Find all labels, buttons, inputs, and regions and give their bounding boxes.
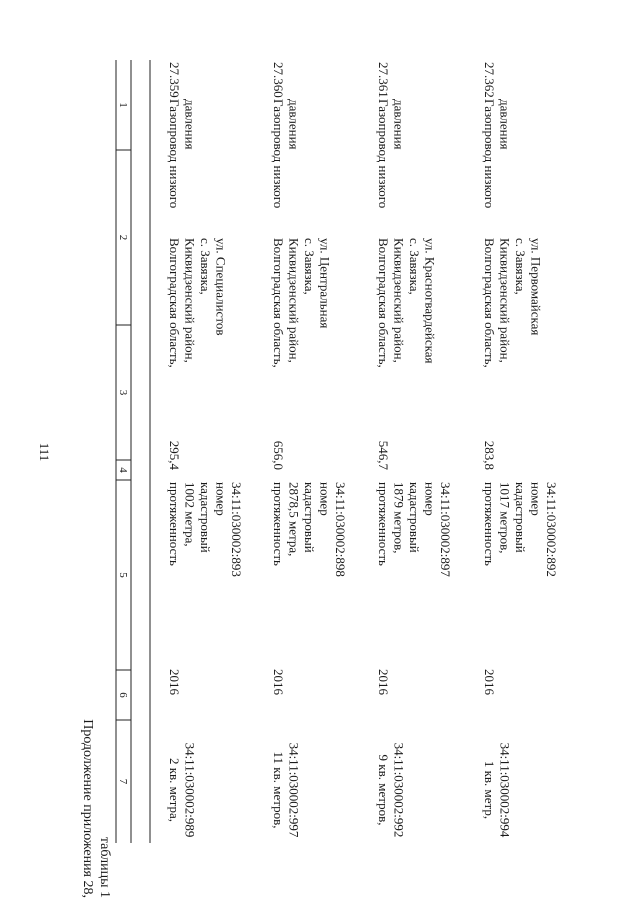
row-address-line: ул. Первомайская <box>528 238 544 336</box>
row-address-line: Киквидзенский район, <box>182 238 198 363</box>
row-description-line: 2878,5 метра, <box>286 482 302 557</box>
row-address-line: ул. Центральная <box>317 238 333 329</box>
row-value: 283,8 <box>482 440 497 470</box>
row-name-line: Газопровод низкого <box>482 99 497 209</box>
row-description-line: номер <box>422 482 438 516</box>
row-description-line: 34:11:030002:893 <box>229 482 244 577</box>
row-name-line: давления <box>286 99 302 150</box>
row-address-line: Волгоградская область, <box>167 238 182 368</box>
row-description-line: номер <box>213 482 229 516</box>
header-col-year: 6 <box>117 692 129 698</box>
header-col-area: 7 <box>117 778 129 785</box>
row-address-line: ул. Специалистов <box>213 238 229 336</box>
row-address-line: ул. Красногвардейская <box>422 238 438 364</box>
row-description-line: 1002 метра, <box>182 482 198 547</box>
row-name-line: Газопровод низкого <box>376 99 391 209</box>
continuation-line-2: таблицы 1 <box>97 836 112 898</box>
row-description-line: 34:11:030002:898 <box>333 482 348 577</box>
continuation-line-1: Продолжение приложения 28, <box>80 719 95 898</box>
row-description-line: 1017 метров, <box>497 482 513 554</box>
row-description-line: кадастровый <box>513 482 528 553</box>
row-value: 546,7 <box>376 440 391 470</box>
row-description-line: кадастровый <box>407 482 422 553</box>
row-address-line: Волгоградская область, <box>376 238 391 368</box>
row-name-line: давления <box>497 99 513 150</box>
row-description-line: протяженность <box>482 482 497 566</box>
row-value: 295,4 <box>167 440 182 470</box>
row-description-line: 34:11:030002:897 <box>438 482 453 577</box>
header-col-value: 4 <box>117 467 129 473</box>
row-description-line: номер <box>528 482 544 516</box>
row-description-line: 34:11:030002:892 <box>544 482 559 577</box>
row-address-line: Киквидзенский район, <box>286 238 302 363</box>
row-name-line: Газопровод низкого <box>167 99 182 209</box>
row-number: 27.360 <box>271 62 286 98</box>
row-description-line: протяженность <box>167 482 182 566</box>
row-area-line: 34:11:030002:994 <box>497 742 513 838</box>
row-area-line: 34:11:030002:989 <box>182 742 198 838</box>
header-col-description: 5 <box>117 572 129 578</box>
row-area-line: 34:11:030002:997 <box>286 742 302 838</box>
row-area-line: 34:11:030002:992 <box>391 742 407 838</box>
row-description-line: протяженность <box>376 482 391 566</box>
header-col-name: 2 <box>117 234 129 241</box>
row-year: 2016 <box>167 669 182 695</box>
table-row <box>376 62 453 837</box>
row-address-line: с. Завязка, <box>513 238 528 295</box>
row-description-line: кадастровый <box>198 482 213 553</box>
row-description-line: протяженность <box>271 482 286 566</box>
row-year: 2016 <box>376 669 391 695</box>
row-description-line: номер <box>317 482 333 516</box>
row-area-line: 2 кв. метра, <box>167 757 182 823</box>
row-description-line: 1879 метров, <box>391 482 407 554</box>
page-content <box>37 60 559 898</box>
row-number: 27.359 <box>167 62 182 98</box>
row-name-line: давления <box>391 99 407 150</box>
row-area-line: 11 кв. метров, <box>271 751 286 829</box>
row-name-line: давления <box>182 99 198 150</box>
row-address-line: Волгоградская область, <box>271 238 286 368</box>
row-year: 2016 <box>482 669 497 695</box>
row-number: 27.362 <box>482 62 497 98</box>
row-address-line: Киквидзенский район, <box>391 238 407 363</box>
table-row <box>167 62 244 837</box>
header-col-address: 3 <box>117 389 129 396</box>
header-col-number: 1 <box>117 102 129 108</box>
row-address-line: Волгоградская область, <box>482 238 497 368</box>
row-description-line: кадастровый <box>302 482 317 553</box>
table-row <box>482 62 559 838</box>
table-row <box>271 62 348 838</box>
row-address-line: с. Завязка, <box>198 238 213 295</box>
row-address-line: с. Завязка, <box>302 238 317 295</box>
row-year: 2016 <box>271 669 286 695</box>
row-value: 656,0 <box>271 440 286 470</box>
row-area-line: 9 кв. метров, <box>376 754 391 826</box>
row-address-line: Киквидзенский район, <box>497 238 513 363</box>
row-number: 27.361 <box>376 62 391 98</box>
row-area-line: 1 кв. метр, <box>482 760 497 820</box>
row-name-line: Газопровод низкого <box>271 99 286 209</box>
page-number: 111 <box>37 442 52 462</box>
row-address-line: с. Завязка, <box>407 238 422 295</box>
